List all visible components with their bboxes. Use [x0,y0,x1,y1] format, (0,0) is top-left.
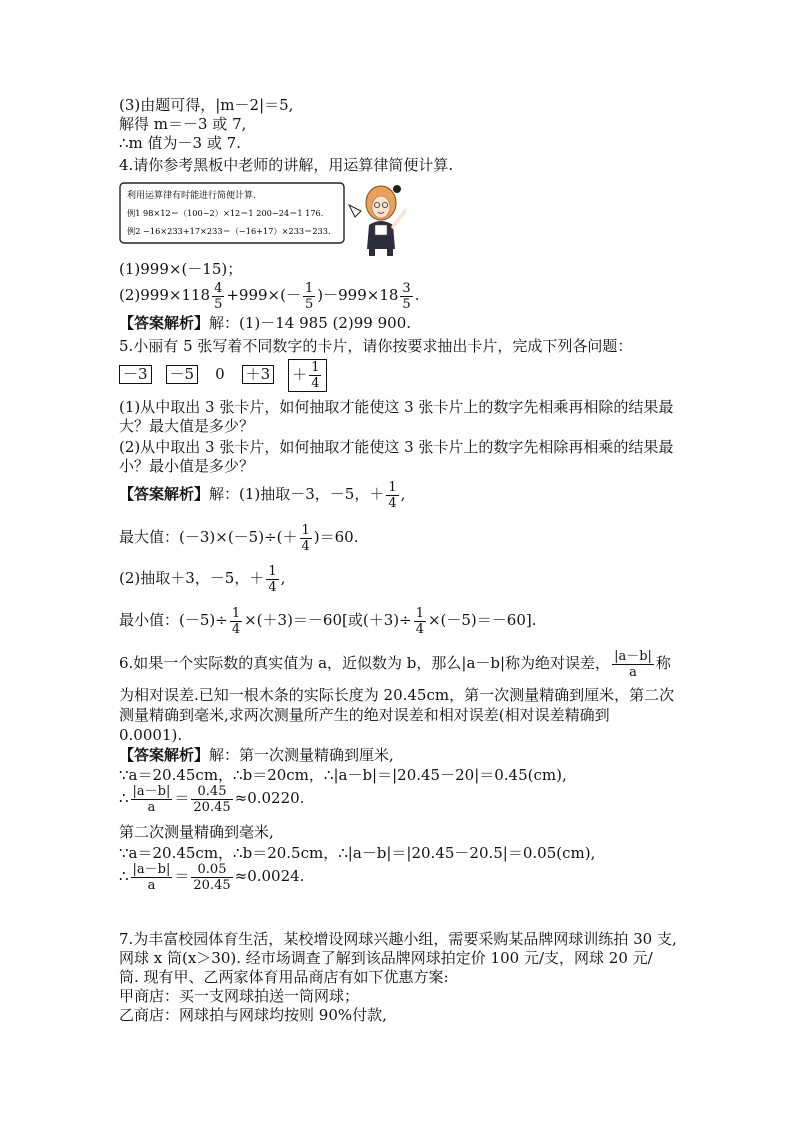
q7-line-5: 乙商店：网球拍与网球均按则 90%付款, [119,1006,387,1024]
q5-sub-2b: 小？最小值是多少？ [119,457,255,475]
card-neg3: －3 [119,365,152,384]
numerator: 0.05 [191,862,232,878]
numerator: |a－b| [132,861,171,877]
q4-answer-text: 解：(1)－14 985 (2)99 900. [209,314,412,332]
q3-line-1: (3)由题可得，|m－2|＝5, [119,96,294,114]
q6-answer-3-result: ≈0.0220. [234,789,305,807]
answer-tag: 【答案解析】 [119,314,210,332]
numerator: 1 [415,605,424,621]
q6-line-1-text: 6.如果一个实际数的真实值为 a，近似数为 b，那么|a－b|称为绝对误差， [119,654,611,672]
q4-part-2-b: +999×(－ [226,286,301,304]
q5-title: 5.小丽有 5 张写着不同数字的卡片，请你按要求抽出卡片，完成下列各问题： [119,337,633,355]
numerator: 1 [304,280,314,296]
board-heading: 利用运算律有时能进行简便计算. [127,191,256,201]
teacher-illustration [347,181,413,257]
board-example-1: 例1 98×12＝（100−2）×12＝1 200−24＝1 176. [127,208,324,218]
numerator: |a－b| [614,648,652,664]
card-sign: ＋ [292,365,308,383]
fraction-4-5 [212,281,224,312]
denominator: 20.45 [193,877,231,893]
q4-answer [119,314,411,332]
q5-answer-2-end: , [280,569,286,587]
numerator: 1 [311,359,320,375]
q7-line-3: 筒. 现有甲、乙两家体育用品商店有如下优惠方案: [119,968,449,986]
q6-answer-1-text: 解：第一次测量精确到厘米, [209,746,394,764]
q5-min-b: ×(＋3)＝－60[或(＋3)÷ [244,611,412,629]
q6-answer-1 [119,746,394,764]
q5-min-c: ×(－5)＝－60]. [427,611,537,629]
q4-title: 4.请你参考黑板中老师的讲解，用运算律简便计算. [119,156,454,174]
q4-part-1: (1)999×(－15)； [119,260,243,278]
fraction-1-5 [303,281,315,312]
card-plus-quarter [288,359,327,392]
card-zero: 0 [215,365,225,383]
q5-max-b: )＝60. [313,528,359,546]
numerator: 1 [231,605,241,621]
q6-answer-6-result: ≈0.0024. [234,867,305,885]
answer-tag: 【答案解析】 [119,485,210,503]
denominator: a [147,799,156,815]
q5-answer-1-text: 解：(1)抽取－3，－5，＋ [209,485,385,503]
fraction-0.05-20.45 [191,862,232,893]
fraction-1-4 [266,564,278,595]
fraction-1-4 [386,480,398,511]
q5-sub-2a: (2)从中取出 3 张卡片，如何抽取才能使这 3 张卡片上的数字先相除再相乘的结果最 [119,438,674,456]
q4-part-2 [119,279,419,312]
q6-answer-2: ∵a＝20.45cm，∴b＝20cm，∴|a－b|＝|20.45－20|＝0.45(cm), [119,766,567,784]
numerator: 1 [301,522,310,538]
q5-sub-1b: 大？最大值是多少？ [119,417,255,435]
denominator: 4 [231,621,241,637]
q3-line-3: ∴m 值为－3 或 7. [119,134,241,152]
q3-line-2: 解得 m＝－3 或 7, [119,115,247,133]
answer-tag: 【答案解析】 [119,746,210,764]
denominator: 4 [311,375,320,391]
denominator: a [147,877,156,893]
q5-answer-2-text: (2)抽取＋3，－5，＋ [119,569,265,587]
q7-line-1: 7.为丰富校园体育生活，某校增设网球兴趣小组，需要采购某品牌网球训练拍 30 支, [119,930,677,948]
q6-line-1-end: 称 [655,654,671,672]
denominator: 4 [388,495,397,511]
denominator: 5 [402,296,411,312]
denominator: 4 [268,579,277,595]
q6-answer-4: 第二次测量精确到毫米, [119,823,274,841]
q4-part-2-end: . [414,286,420,304]
q4-part-2-c: )－999×18 [317,286,399,304]
denominator: 5 [214,296,223,312]
q6-line-2: 为相对误差.已知一根木条的实际长度为 20.45cm，第一次测量精确到厘米，第二次 [119,686,675,704]
fraction-1-4 [300,523,312,554]
numerator: 3 [402,280,411,296]
blackboard-figure [119,182,345,244]
denominator: 5 [304,296,314,312]
fraction-1-4 [414,606,426,637]
board-example-2: 例2 −16×233+17×233＝（−16+17）×233＝233. [127,226,331,236]
denominator: 4 [415,621,424,637]
denominator: 20.45 [193,799,231,815]
q5-cards [119,354,341,394]
fraction-relative-error [131,784,173,815]
q6-line-4: 0.0001). [119,726,183,744]
q5-answer-2 [119,562,285,595]
q7-line-4: 甲商店：买一支网球拍送一筒网球； [119,987,360,1005]
numerator: 4 [214,280,223,296]
q4-part-2-a: (2)999×118 [119,286,211,304]
fraction-relative-error [131,862,173,893]
q5-min-a: 最小值：(－5)÷ [119,611,228,629]
denominator: 4 [301,538,310,554]
q6-answer-5: ∵a＝20.45cm，∴b＝20.5cm，∴|a－b|＝|20.45－20.5|＝0.05(cm), [119,844,596,862]
fraction-0.45-20.45 [191,784,232,815]
q5-max [119,521,359,554]
q6-line-3: 测量精确到毫米,求两次测量所产生的绝对误差和相对误差(相对误差精确到 [119,706,610,724]
q6-line-1 [119,647,671,680]
q7-line-2: 网球 x 筒(x＞30). 经市场调查了解到该品牌网球拍定价 100 元/支，网球 20 元/ [119,949,653,967]
numerator: 0.45 [191,784,232,800]
denominator: a [629,664,637,680]
q5-answer-1 [119,478,405,511]
card-pos3: ＋3 [242,365,275,384]
card-neg5: －5 [166,365,199,384]
therefore: ∴ [119,789,129,807]
q5-min [119,604,537,637]
fraction-1-4 [309,360,321,391]
q6-answer-3: ∴ $\frac{|a-b|}{a}$ ＝ $\frac{0.45}{20.45}$ ≈0.0220. [119,783,305,815]
fraction-3-5 [400,281,412,312]
numerator: 1 [268,563,277,579]
q5-answer-1-end: , [400,485,406,503]
q6-answer-6: ∴ $\frac{|a-b|}{a}$ ＝ $\frac{0.05}{20.45}$ ≈0.0024. [119,861,305,893]
fraction-relative-error [612,649,654,680]
numerator: 1 [388,479,397,495]
fraction-1-4 [230,606,242,637]
q5-max-a: 最大值：(－3)×(－5)÷(＋ [119,528,298,546]
q5-sub-1a: (1)从中取出 3 张卡片，如何抽取才能使这 3 张卡片上的数字先相乘再相除的结果最 [119,398,674,416]
numerator: |a－b| [132,783,171,799]
therefore: ∴ [119,867,129,885]
